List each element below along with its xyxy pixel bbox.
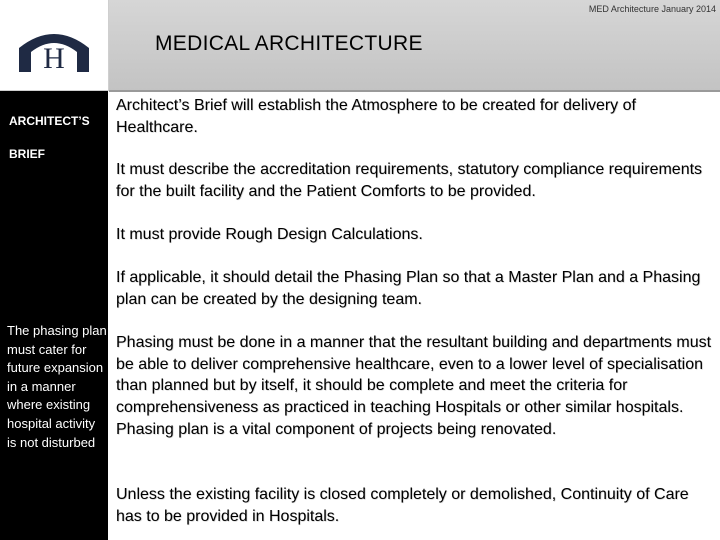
paragraph-calculations: It must provide Rough Design Calculations. (116, 226, 423, 243)
sidebar-heading (9, 105, 105, 171)
header-bar (109, 0, 720, 92)
page-title: MEDICAL ARCHITECTURE (155, 32, 423, 55)
sidebar-heading-line1: ARCHITECT’S (9, 114, 90, 128)
sidebar-heading-line2: BRIEF (9, 147, 45, 161)
sidebar-note: The phasing plan must cater for future expansion in a manner where existing hospital activity is not disturbed (7, 323, 107, 450)
paragraph-phasing-details: Phasing must be done in a manner that the resultant building and departments must be able to deliver comprehensive healthcare, even to a lower level of specialisation than planned but by itself, it should be complete and meet the criteria for comprehensiveness as practiced in teaching Hospitals or other similar hospitals. Phasing plan is a vital component of projects being renovated. (116, 334, 712, 438)
paragraph-phasing-plan: If applicable, it should detail the Phasing Plan so that a Master Plan and a Phasing plan can be created by the designing team. (116, 269, 701, 308)
logo-panel (0, 0, 109, 91)
logo-letter: H (43, 42, 65, 72)
paragraph-brief: Architect’s Brief will establish the Atmosphere to be created for delivery of Healthcare. (116, 97, 636, 136)
paragraph-requirements: It must describe the accreditation requirements, statutory compliance requirements for the built facility and the Patient Comforts to be provided. (116, 161, 703, 200)
paragraph-continuity: Unless the existing facility is closed completely or demolished, Continuity of Care has to be provided in Hospitals. (116, 486, 689, 525)
header-date: MED Architecture January 2014 (588, 4, 716, 14)
hospital-logo-icon (17, 26, 91, 72)
